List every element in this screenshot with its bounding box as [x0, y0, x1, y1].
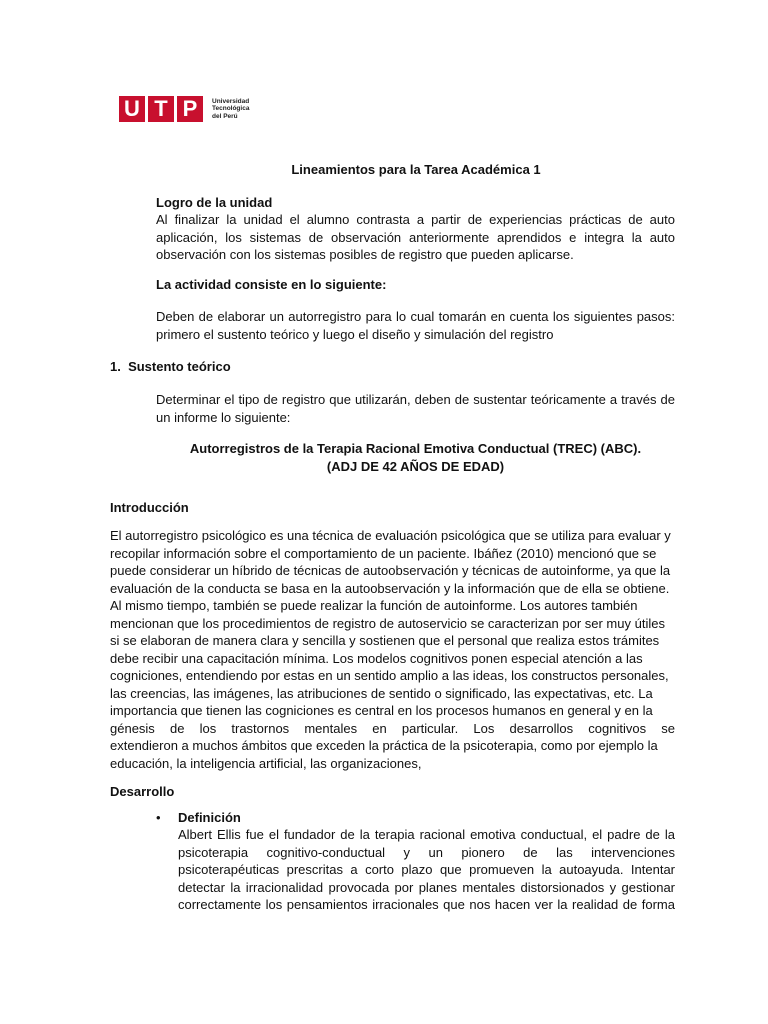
utp-logo — [119, 96, 260, 122]
introduccion-heading: Introducción — [110, 500, 189, 515]
sustento-heading: 1. Sustento teórico — [110, 359, 231, 374]
logo-letter-t: T — [148, 96, 174, 122]
actividad-heading: La actividad consiste en lo siguiente: — [156, 277, 387, 292]
sustento-paragraph: Determinar el tipo de registro que utilizarán, deben de sustentar teóricamente a través de un informe lo siguiente: — [156, 392, 675, 425]
definicion-paragraph: Albert Ellis fue el fundador de la terapia racional emotiva conductual, el padre de la psicoterapia cognitivo-conductual y un pionero de las intervenciones psicoterapéuticas prescritas a corto plazo que promueven la autoayuda. Intentar detectar la irracionalidad provocada por planes mentales distorsionados y gestionar correctamente los pensamientos irracionales que nos hacen ver la realidad de forma — [178, 827, 675, 912]
logo-letter-u: U — [119, 96, 145, 122]
desarrollo-heading: Desarrollo — [110, 784, 175, 799]
bullet-icon: • — [156, 810, 161, 825]
logo-university-name: Universidad Tecnológica del Perú — [212, 97, 250, 120]
actividad-paragraph: Deben de elaborar un autorregistro para lo cual tomarán en cuenta los siguientes pasos: primero el sustento teórico y luego el diseño y simulación del registro — [156, 309, 675, 342]
document-title: Lineamientos para la Tarea Académica 1 — [291, 162, 541, 177]
definicion-heading: Definición — [178, 810, 241, 825]
introduccion-paragraph: El autorregistro psicológico es una técnica de evaluación psicológica que se utiliza para evaluar y recopilar información sobre el comportamiento de un paciente. Ibáñez (2010) mencionó que se puede considerar un híbrido de técnicas de autoobservación y técnicas de autoinforme, ya que la evaluación de la conducta se basa en la autoobservación y la información que de ella se obtiene. Al mismo tiempo, también se puede realizar la función de autoinforme. Los autores también mencionan que los procedimientos de registro de autoservicio se caracterizan por ser muy útiles si se elaboran de manera clara y sencilla y sostienen que el personal que realiza estos trámites debe recibir una capacitación mínima. Los modelos cognitivos ponen especial atención a las cogniciones, entendiendo por estas en un sentido amplio a las ideas, los constructos personales, las creencias, las imágenes, las atribuciones de sentido o significado, las expectativas, etc. La importancia que tienen las cogniciones es central en los procesos humanos en general y en la génesis de los trastornos mentales en particular. Los desarrollos cognitivos se extendieron a muchos ámbitos que exceden la práctica de la psicoterapia, como por ejemplo la educación, la inteligencia artificial, las organizaciones, — [110, 528, 675, 771]
logro-paragraph: Al finalizar la unidad el alumno contrasta a partir de experiencias prácticas de auto aplicación, los sistemas de observación anteriormente aprendidos e integra la auto observación con los sistemas posibles de registro que pueden aplicarse. — [156, 212, 675, 262]
subtitle: Autorregistros de la Terapia Racional Emotiva Conductual (TREC) (ABC). (ADJ DE 42 AÑOS DE EDAD) — [189, 441, 642, 474]
logo-letter-p: P — [177, 96, 203, 122]
logro-heading: Logro de la unidad — [156, 195, 273, 210]
